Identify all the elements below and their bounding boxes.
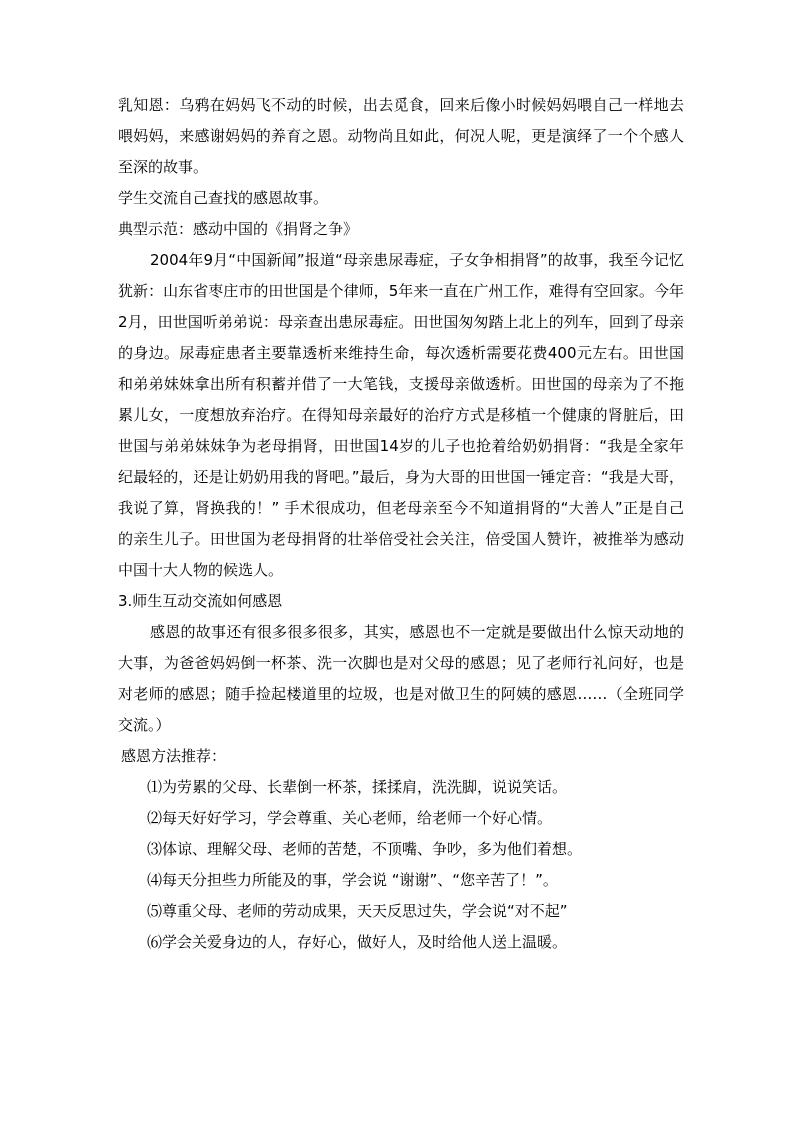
method-item: ⑵每天好好学习，学会尊重、关心老师，给老师一个好心情。 bbox=[147, 809, 553, 827]
paragraph-example-heading: 典型示范：感动中国的《捐肾之争》 bbox=[118, 220, 359, 238]
paragraph-crow-story: 乳知恩：乌鸦在妈妈飞不动的时候，出去觅食，回来后像小时候妈妈喂自己一样地去喂妈妈，来感谢妈妈的养育之恩。动物尚且如此，何况人呢，更是演绎了一个个感人至深的故事。 bbox=[118, 96, 684, 176]
method-item: ⑷每天分担些力所能及的事，学会说 “谢谢”、“您辛苦了！”。 bbox=[147, 871, 558, 889]
paragraph-kidney-story: 2004年9月“中国新闻”报道“母亲患尿毒症，子女争相捐肾”的故事，我至今记忆犹新：山东省枣庄市的田世国是个律师，5年来一直在广州工作，难得有空回家。今年2月，田世国听弟弟说：母亲查出患尿毒症。田世国匆匆踏上北上的列车，回到了母亲的身边。尿毒症患者主要靠透析来维持生命，每次透析需要花费400元左右。田世国和弟弟妹妹拿出所有积蓄并借了一大笔钱，支援母亲做透析。田世国的母亲为了不拖累儿女，一度想放弃治疗。在得知母亲最好的治疗方式是移植一个健康的肾脏后，田世国与弟弟妹妹争为老母捐肾，田世国14岁的儿子也抢着给奶奶捐肾：“我是全家年纪最轻的，还是让奶奶用我的肾吧。”最后，身为大哥的田世国一锤定音：“我是大哥，我说了算，肾换我的！” 手术很成功，但老母亲至今不知道捐肾的“大善人”正是自己的亲生儿子。田世国为老母捐肾的壮举倍受社会关注，倍受国人赞许，被推举为感动中国十大人物的候选人。 bbox=[118, 251, 684, 579]
section-heading-interaction: 3.师生互动交流如何感恩 bbox=[118, 592, 283, 610]
paragraph-student-exchange: 学生交流自己查找的感恩故事。 bbox=[118, 189, 329, 207]
method-item: ⑸尊重父母、老师的劳动成果，天天反思过失，学会说“对不起” bbox=[147, 902, 568, 920]
document-body bbox=[118, 90, 684, 958]
method-item: ⑴为劳累的父母、长辈倒一杯茶，揉揉肩，洗洗脚，说说笑话。 bbox=[147, 778, 568, 796]
paragraph-gratitude-discussion: 感恩的故事还有很多很多很多，其实，感恩也不一定就是要做出什么惊天动地的大事，为爸爸妈妈倒一杯茶、洗一次脚也是对父母的感恩；见了老师行礼问好，也是对老师的感恩；随手捡起楼道里的垃圾，也是对做卫生的阿姨的感恩……（全班同学交流。） bbox=[118, 623, 684, 734]
methods-heading: 感恩方法推荐： bbox=[121, 747, 227, 765]
methods-list bbox=[118, 772, 684, 958]
method-item: ⑹学会关爱身边的人，存好心，做好人，及时给他人送上温暖。 bbox=[147, 933, 568, 951]
method-item: ⑶体谅、理解父母、老师的苦楚，不顶嘴、争吵，多为他们着想。 bbox=[147, 840, 583, 858]
